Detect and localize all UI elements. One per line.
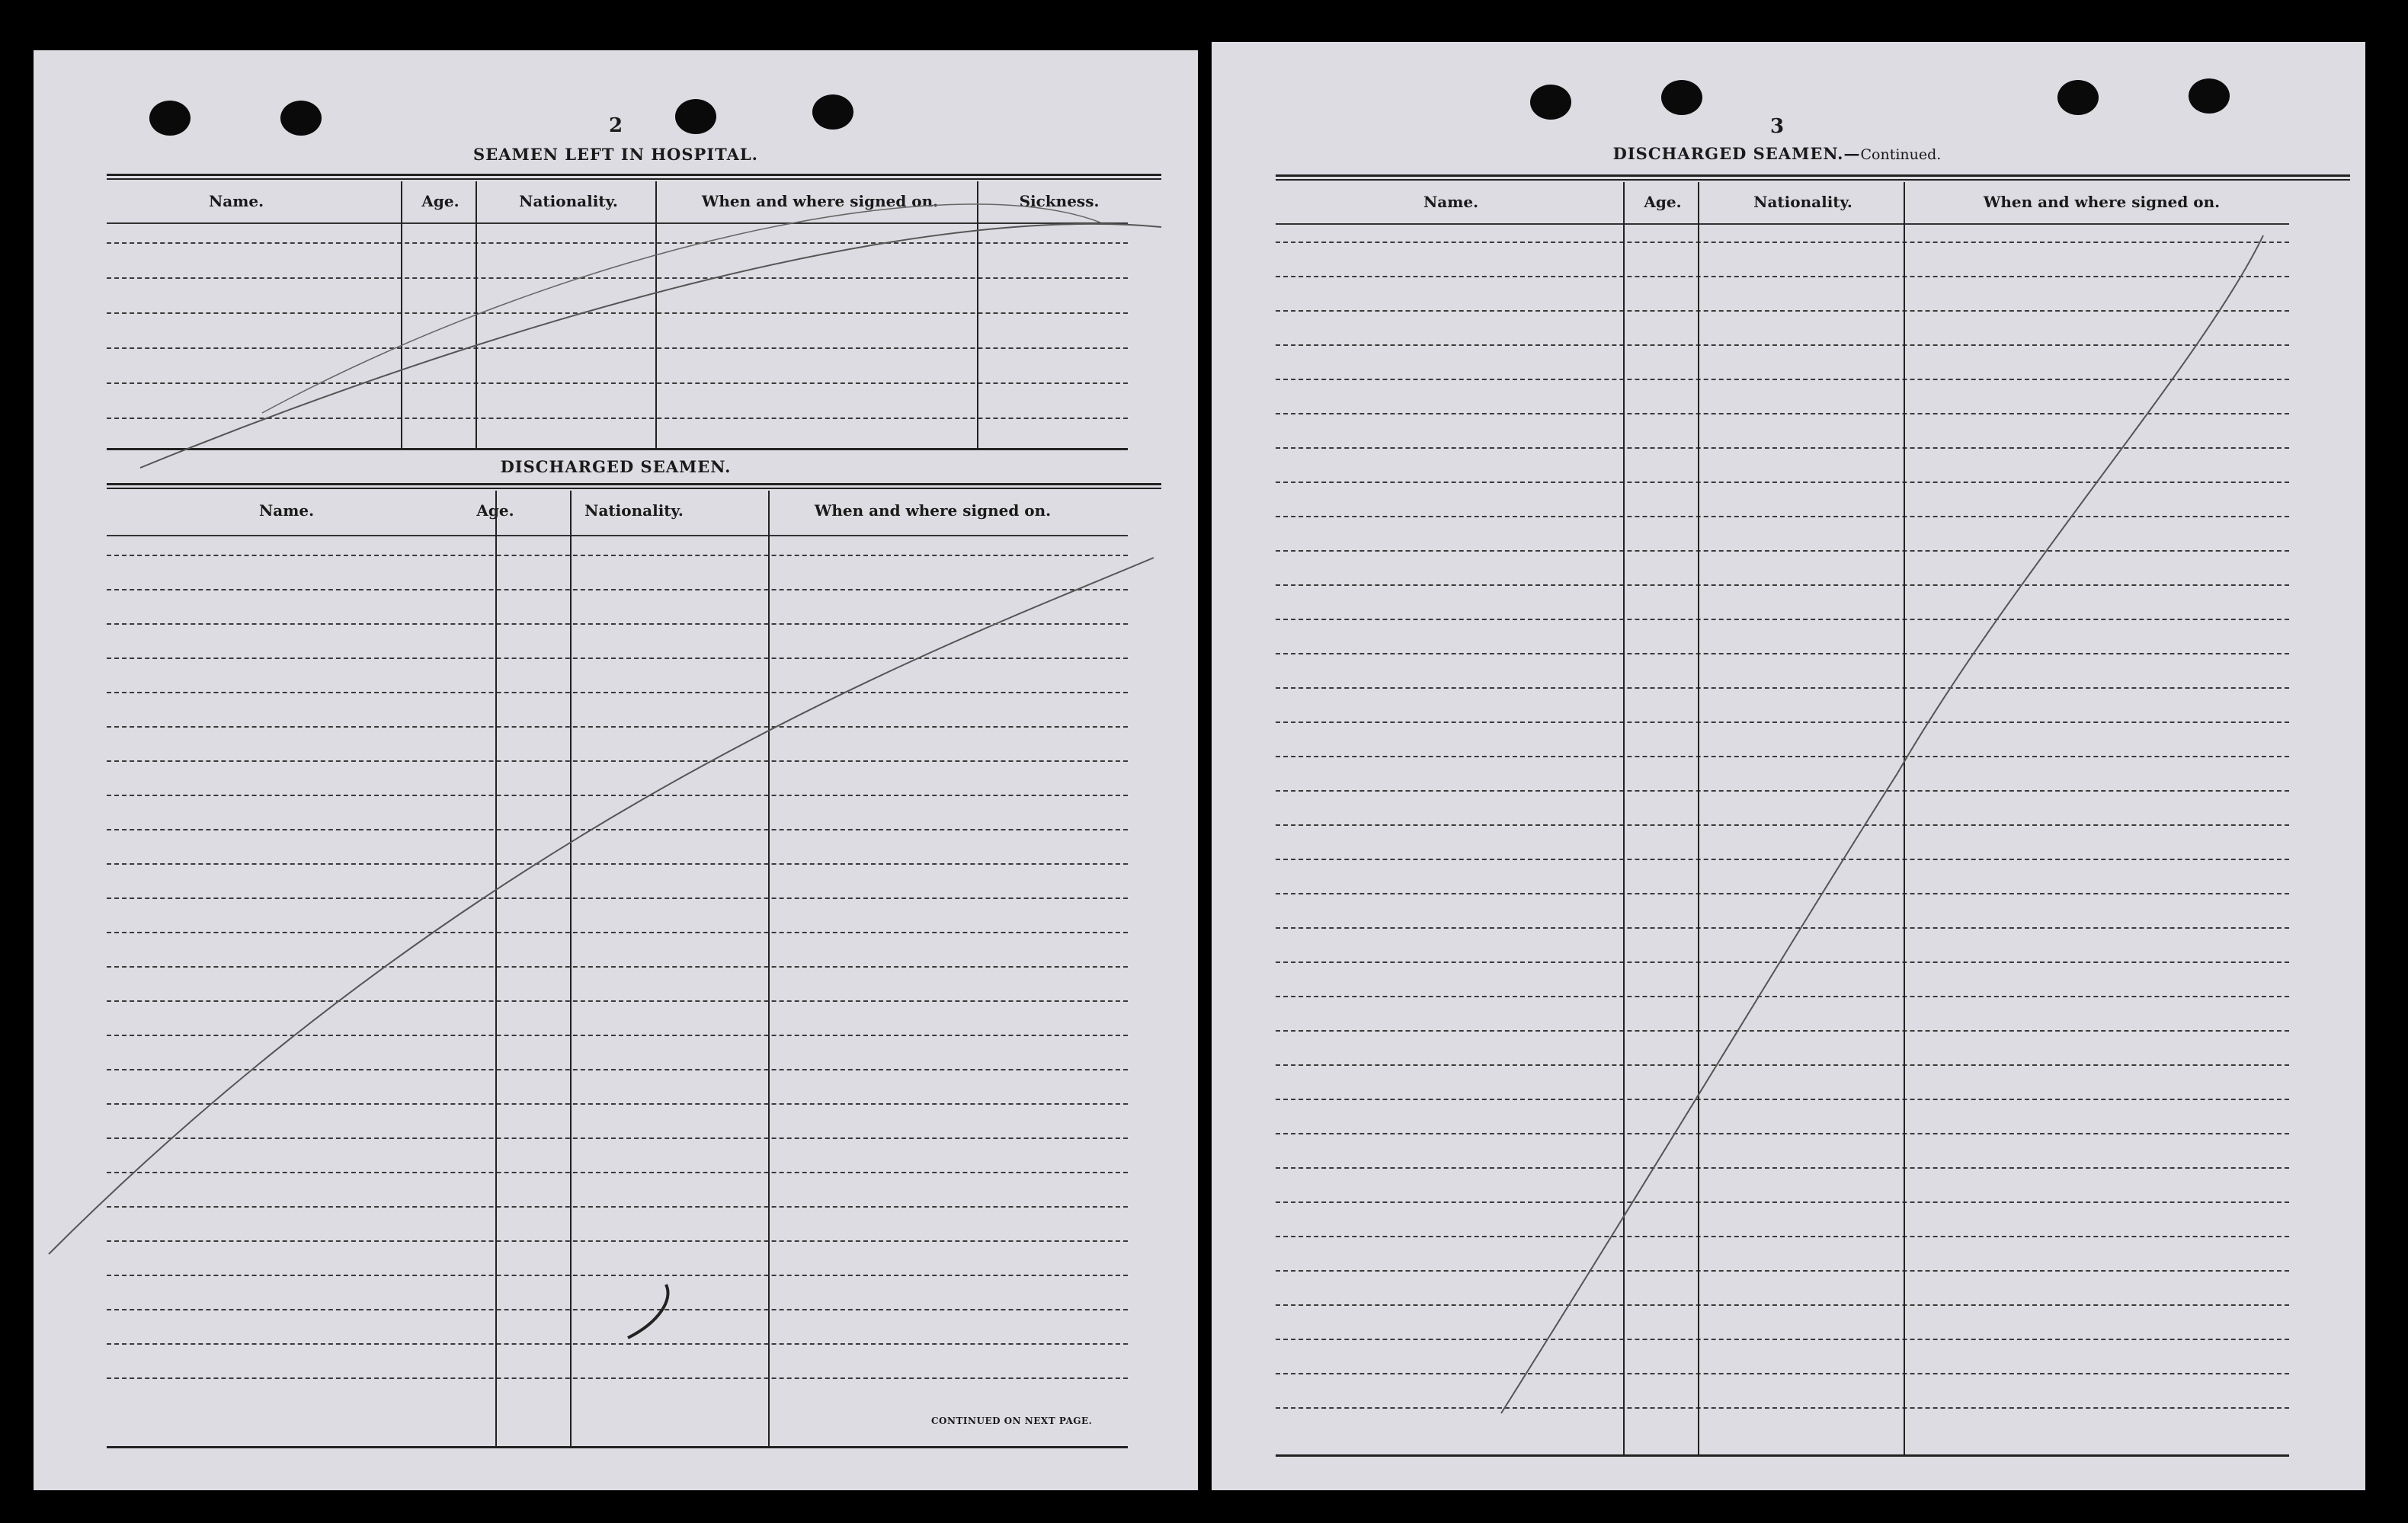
left-page — [34, 50, 1198, 1490]
table-row — [107, 863, 1128, 865]
table-row — [107, 418, 1128, 419]
table-row — [1276, 1373, 2289, 1374]
hospital-table — [107, 174, 1161, 501]
column-header-nationality: Nationality. — [1753, 193, 1852, 211]
column-header-signed-on: When and where signed on. — [1983, 193, 2221, 211]
column-divider — [768, 491, 770, 1446]
hospital-section-title: SEAMEN LEFT IN HOSPITAL. — [473, 145, 758, 164]
page-number: 2 — [608, 114, 623, 137]
punch-hole — [2057, 80, 2099, 115]
table-row — [1276, 310, 2289, 312]
table-row — [107, 1309, 1128, 1310]
title-continued: Continued. — [1860, 146, 1942, 163]
column-divider — [476, 181, 477, 448]
table-row — [1276, 687, 2289, 689]
table-row — [107, 555, 1128, 556]
header-underline — [1276, 223, 2289, 225]
table-row — [1276, 824, 2289, 826]
table-row — [107, 1377, 1128, 1379]
table-row — [1276, 1030, 2289, 1032]
punch-hole — [812, 94, 853, 130]
punch-hole — [1661, 80, 1702, 115]
table-row — [1276, 893, 2289, 894]
table-bottom-rule — [107, 1446, 1128, 1448]
column-header-age: Age. — [1644, 193, 1682, 211]
column-header-signed-on: When and where signed on. — [814, 501, 1052, 520]
table-row — [107, 1275, 1128, 1276]
table-row — [1276, 927, 2289, 929]
table-row — [107, 277, 1128, 279]
discharged-table — [107, 483, 1161, 1466]
table-row — [1276, 482, 2289, 483]
table-row — [107, 1035, 1128, 1036]
table-row — [1276, 996, 2289, 997]
table-row — [1276, 1236, 2289, 1237]
column-header-nationality: Nationality. — [584, 501, 684, 520]
punch-hole — [675, 99, 716, 134]
column-divider — [495, 491, 497, 1446]
table-row — [1276, 1270, 2289, 1272]
column-divider — [401, 181, 402, 448]
table-row — [1276, 1167, 2289, 1169]
table-row — [107, 1240, 1128, 1242]
header-underline — [107, 535, 1128, 536]
column-divider — [655, 181, 657, 448]
table-row — [1276, 1304, 2289, 1306]
page-number: 3 — [1769, 115, 1785, 138]
table-row — [107, 1343, 1128, 1345]
discharged-continued-table — [1276, 174, 2350, 1462]
table-row — [1276, 722, 2289, 723]
table-row — [1276, 1099, 2289, 1100]
table-row — [107, 1172, 1128, 1173]
column-header-name: Name. — [208, 192, 264, 210]
table-row — [107, 932, 1128, 933]
table-row — [1276, 516, 2289, 517]
table-row — [1276, 961, 2289, 963]
table-row — [1276, 1407, 2289, 1409]
table-row — [1276, 242, 2289, 243]
column-divider — [570, 491, 572, 1446]
table-row — [107, 242, 1128, 244]
table-row — [107, 623, 1128, 625]
table-row — [107, 726, 1128, 728]
table-row — [1276, 756, 2289, 757]
table-row — [107, 692, 1128, 693]
table-row — [107, 795, 1128, 796]
table-row — [107, 897, 1128, 899]
punch-hole — [280, 101, 322, 136]
column-header-sickness: Sickness. — [1019, 192, 1100, 210]
table-row — [1276, 790, 2289, 792]
column-header-signed-on: When and where signed on. — [701, 192, 939, 210]
table-row — [107, 1069, 1128, 1070]
table-row — [107, 382, 1128, 384]
table-row — [107, 1103, 1128, 1105]
table-row — [1276, 619, 2289, 620]
table-row — [107, 589, 1128, 590]
table-row — [107, 658, 1128, 659]
table-row — [1276, 550, 2289, 552]
column-header-nationality: Nationality. — [519, 192, 618, 210]
column-header-age: Age. — [476, 501, 514, 520]
table-row — [107, 1206, 1128, 1208]
table-row — [1276, 413, 2289, 414]
table-row — [1276, 1201, 2289, 1203]
table-row — [107, 347, 1128, 349]
column-header-age: Age. — [421, 192, 460, 210]
table-row — [107, 312, 1128, 314]
section-title: DISCHARGED SEAMEN.—Continued. — [1612, 144, 1942, 163]
header-underline — [107, 222, 1128, 224]
table-row — [1276, 1339, 2289, 1340]
table-bottom-rule — [1276, 1454, 2289, 1457]
table-row — [1276, 584, 2289, 586]
continued-footnote: CONTINUED ON NEXT PAGE. — [931, 1416, 1093, 1426]
table-row — [107, 760, 1128, 762]
table-row — [1276, 1064, 2289, 1066]
table-row — [1276, 447, 2289, 449]
punch-hole — [149, 101, 191, 136]
table-row — [107, 829, 1128, 830]
column-divider — [1623, 182, 1625, 1454]
table-row — [1276, 653, 2289, 654]
table-row — [107, 1000, 1128, 1002]
column-divider — [1698, 182, 1699, 1454]
table-row — [1276, 276, 2289, 277]
table-row — [1276, 1133, 2289, 1134]
table-row — [107, 1137, 1128, 1139]
right-page — [1212, 42, 2365, 1490]
column-divider — [977, 181, 978, 448]
table-row — [107, 966, 1128, 968]
table-bottom-rule — [107, 448, 1128, 450]
table-row — [1276, 379, 2289, 380]
column-divider — [1904, 182, 1905, 1454]
column-header-name: Name. — [1423, 193, 1479, 211]
table-row — [1276, 344, 2289, 346]
discharged-section-title: DISCHARGED SEAMEN. — [500, 457, 732, 476]
punch-hole — [1530, 85, 1571, 120]
punch-hole — [2189, 78, 2230, 114]
table-row — [1276, 859, 2289, 860]
column-header-name: Name. — [258, 501, 315, 520]
